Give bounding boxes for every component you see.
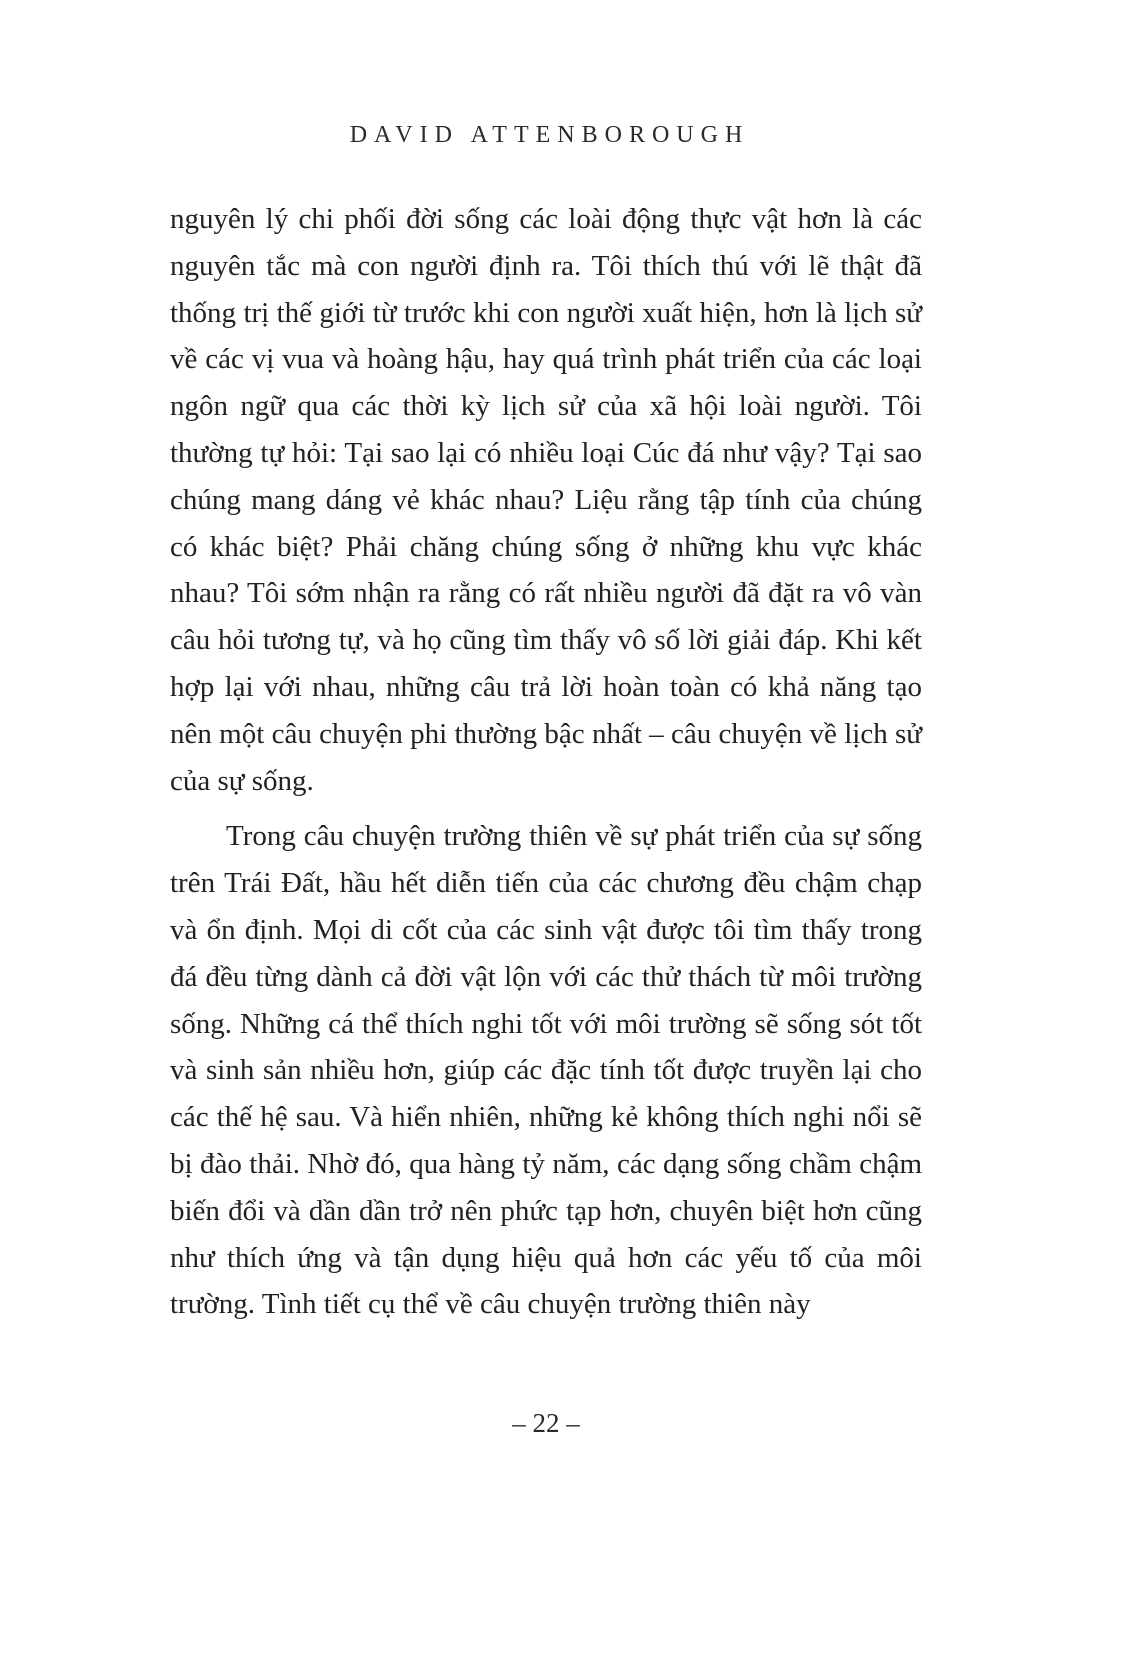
running-head-author: DAVID ATTENBOROUGH (349, 122, 750, 148)
body-text (170, 196, 922, 1328)
page-number: – 22 – (512, 1408, 580, 1438)
paragraph: nguyên lý chi phối đời sống các loài động thực vật hơn là các nguyên tắc mà con người định ra. Tôi thích thú với lẽ thật đã thống trị thế giới từ trước khi con người xuất hiện, hơn là lịch sử về các vị vua và hoàng hậu, hay quá trình phát triển của các loại ngôn ngữ qua các thời kỳ lịch sử của xã hội loài người. Tôi thường tự hỏi: Tại sao lại có nhiều loại Cúc đá như vậy? Tại sao chúng mang dáng vẻ khác nhau? Liệu rằng tập tính của chúng có khác biệt? Phải chăng chúng sống ở những khu vực khác nhau? Tôi sớm nhận ra rằng có rất nhiều người đã đặt ra vô vàn câu hỏi tương tự, và họ cũng tìm thấy vô số lời giải đáp. Khi kết hợp lại với nhau, những câu trả lời hoàn toàn có khả năng tạo nên một câu chuyện phi thường bậc nhất – câu chuyện về lịch sử của sự sống. (170, 203, 922, 797)
paragraph: Trong câu chuyện trường thiên về sự phát triển của sự sống trên Trái Đất, hầu hết diễn tiến của các chương đều chậm chạp và ổn định. Mọi di cốt của các sinh vật được tôi tìm thấy trong đá đều từng dành cả đời vật lộn với các thử thách từ môi trường sống. Những cá thể thích nghi tốt với môi trường sẽ sống sót tốt và sinh sản nhiều hơn, giúp các đặc tính tốt được truyền lại cho các thế hệ sau. Và hiển nhiên, những kẻ không thích nghi nổi sẽ bị đào thải. Nhờ đó, qua hàng tỷ năm, các dạng sống chầm chậm biến đổi và dần dần trở nên phức tạp hơn, chuyên biệt hơn cũng như thích ứng và tận dụng hiệu quả hơn các yếu tố của môi trường. Tình tiết cụ thể về câu chuyện trường thiên này (170, 820, 922, 1321)
